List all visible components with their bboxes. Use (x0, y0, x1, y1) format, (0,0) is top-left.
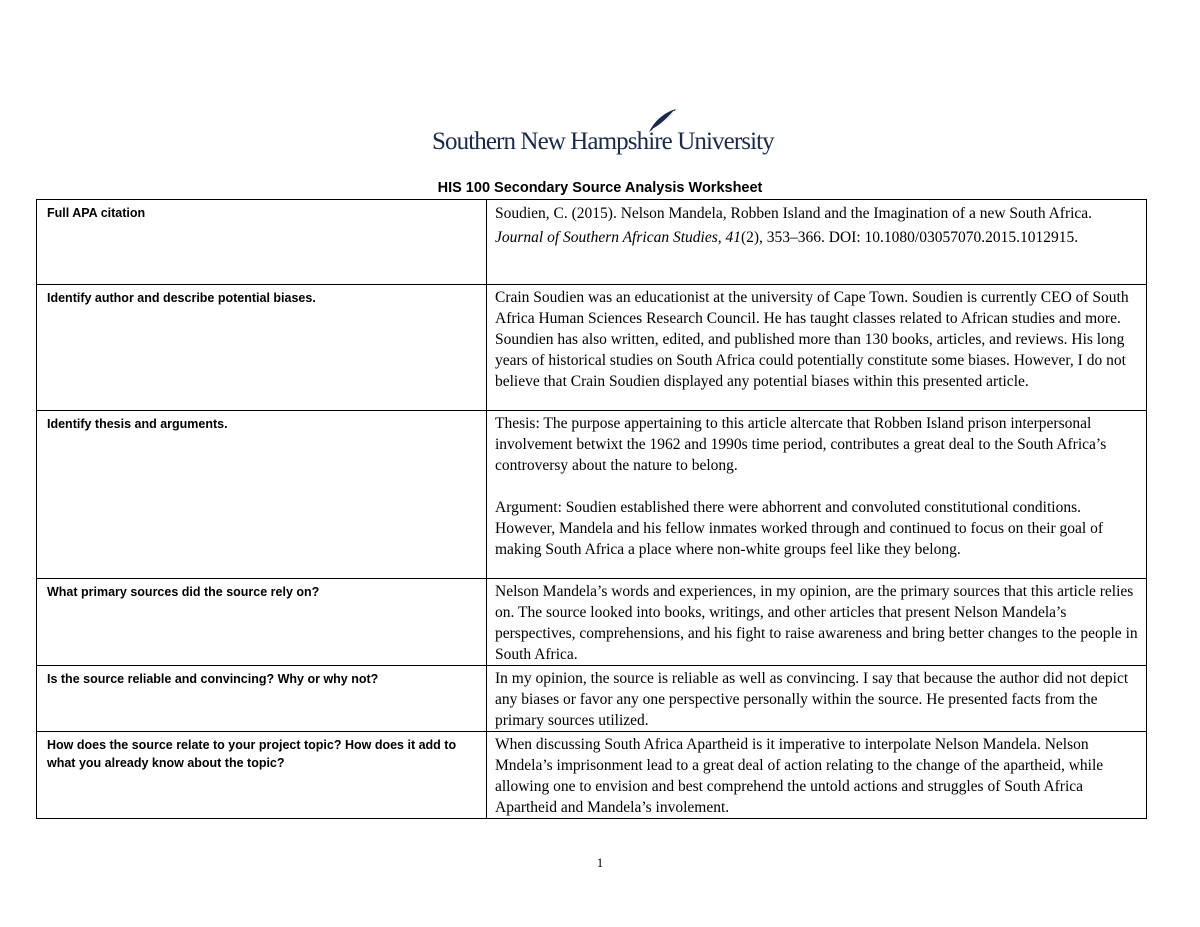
table-row (37, 411, 1147, 579)
citation-journal: Journal of Southern African Studies, 41 (495, 229, 741, 246)
question-cell: Identify author and describe potential biases. (37, 285, 487, 411)
table-row (37, 200, 1147, 285)
page-number: 1 (596, 855, 604, 870)
argument-text: Argument: Soudien established there were abhorrent and convoluted constitutional conditions. However, Mandela and his fellow inmates worked through and continued to focus on their goal of making South Africa a place where non-white groups feel like they belong. (495, 499, 1104, 558)
logo-wordmark: Southern New Hampshire University (432, 128, 774, 155)
answer-cell (487, 411, 1147, 579)
university-logo (432, 108, 772, 160)
table-row (37, 732, 1147, 819)
leaf-icon (647, 108, 677, 134)
answer-cell: In my opinion, the source is reliable as well as convincing. I say that because the author did not depict any biases or favor any one perspective personally within the source. He presented facts from the primary sources utilized. (487, 666, 1147, 732)
analysis-table (36, 199, 1147, 819)
table-row (37, 579, 1147, 666)
table-row (37, 285, 1147, 411)
question-cell: Identify thesis and arguments. (37, 411, 487, 579)
citation-prefix: Soudien, C. (2015). Nelson Mandela, Robben Island and the Imagination of a new South Africa. (495, 205, 1093, 222)
question-cell: Is the source reliable and convincing? Why or why not? (37, 666, 487, 732)
question-cell: How does the source relate to your project topic? How does it add to what you already know about the topic? (37, 732, 487, 819)
answer-cell: Crain Soudien was an educationist at the university of Cape Town. Soudien is currently CEO of South Africa Human Sciences Research Council. He has taught classes related to African studies and more. Soundien has also written, edited, and published more than 130 books, articles, and reviews. His long years of historical studies on South Africa could potentially constitute some biases. However, I do not believe that Crain Soudien displayed any potential biases within this presented article. (487, 285, 1147, 411)
worksheet-title: HIS 100 Secondary Source Analysis Worksheet (437, 180, 763, 196)
citation-issue: (2), 353–366. DOI: 10.1080/03057070.2015.1012915. (740, 229, 1079, 246)
question-cell: What primary sources did the source rely on? (37, 579, 487, 666)
answer-cell: When discussing South Africa Apartheid is it imperative to interpolate Nelson Mandela. Nelson Mndela’s imprisonment lead to a great deal of action relating to the change of the apartheid, while allowing one to envision and best comprehend the untold actions and struggles of South Africa Apartheid and Mandela’s involement. (487, 732, 1147, 819)
thesis-text: Thesis: The purpose appertaining to this article altercate that Robben Island prison interpersonal involvement betwixt the 1962 and 1990s time period, contributes a great deal to the South Africa’s controversy about the nature to belong. (495, 415, 1107, 474)
answer-cell: Nelson Mandela’s words and experiences, in my opinion, are the primary sources that this article relies on. The source looked into books, writings, and other articles that present Nelson Mandela’s perspectives, comprehensions, and his fight to raise awareness and bring better changes to the people in South Africa. (487, 579, 1147, 666)
table-row (37, 666, 1147, 732)
question-cell: Full APA citation (37, 200, 487, 285)
citation-cell (487, 200, 1147, 285)
